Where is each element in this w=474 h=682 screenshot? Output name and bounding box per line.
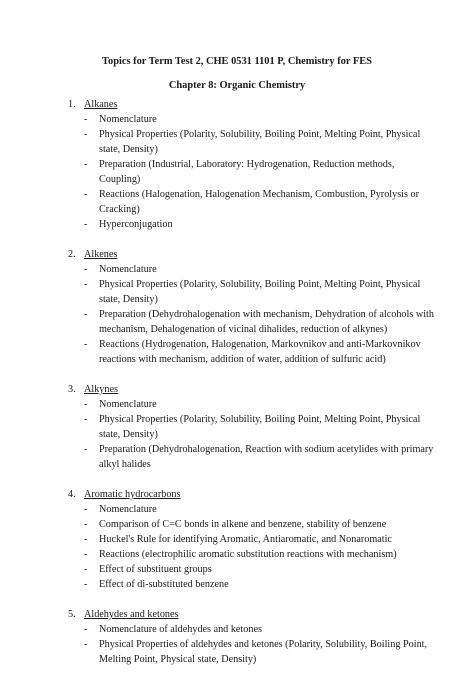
section-heading xyxy=(68,97,438,112)
topic-text: Nomenclature xyxy=(99,264,157,275)
topic-text: Huckel's Rule for identifying Aromatic, Antiaromatic, and Nonaromatic xyxy=(99,534,392,545)
list-item xyxy=(84,337,438,367)
topic-text: Preparation (Dehydrohalogenation with mechanism, Dehydration of alcohols with mechanism, Dehalogenation of vicinal dihalides, reduction of alkynes) xyxy=(99,309,434,335)
list-item xyxy=(84,187,438,217)
bullet-dash: - xyxy=(84,579,88,590)
bullet-dash: - xyxy=(84,189,88,200)
section-number: 2. xyxy=(68,249,76,260)
list-item xyxy=(84,442,438,472)
chapter-heading: Chapter 8: Organic Chemistry xyxy=(168,80,306,91)
section-title: Alkanes xyxy=(84,99,118,110)
section-title: Aromatic hydrocarbons xyxy=(84,489,181,500)
topic-section xyxy=(68,247,438,367)
list-item xyxy=(84,307,438,337)
list-item xyxy=(84,532,438,547)
topic-text: Reactions (Hydrogenation, Halogenation, Markovnikov and anti-Markovnikov reactions with mechanism, addition of water, addition of sulfuric acid) xyxy=(99,339,421,365)
topic-text: Physical Properties (Polarity, Solubility, Boiling Point, Melting Point, Physical state, Density) xyxy=(99,414,421,440)
bullet-dash: - xyxy=(84,264,88,275)
topic-text: Nomenclature xyxy=(99,399,157,410)
list-item xyxy=(84,622,438,637)
topic-list xyxy=(68,262,438,367)
list-item xyxy=(84,157,438,187)
topic-section xyxy=(68,607,438,667)
section-number: 4. xyxy=(68,489,76,500)
topic-section xyxy=(68,97,438,232)
section-number: 1. xyxy=(68,99,76,110)
bullet-dash: - xyxy=(84,534,88,545)
bullet-dash: - xyxy=(84,564,88,575)
list-item xyxy=(84,127,438,157)
topic-text: Physical Properties (Polarity, Solubility, Boiling Point, Melting Point, Physical state, Density) xyxy=(99,279,421,305)
section-number: 3. xyxy=(68,384,76,395)
bullet-dash: - xyxy=(84,114,88,125)
topic-text: Nomenclature xyxy=(99,114,157,125)
section-heading xyxy=(68,607,438,622)
bullet-dash: - xyxy=(84,159,88,170)
list-item xyxy=(84,112,438,127)
list-item xyxy=(84,217,438,232)
bullet-dash: - xyxy=(84,639,88,650)
section-heading xyxy=(68,247,438,262)
section-title: Alkenes xyxy=(84,249,118,260)
list-item xyxy=(84,577,438,592)
bullet-dash: - xyxy=(84,444,88,455)
section-heading xyxy=(68,487,438,502)
bullet-dash: - xyxy=(84,129,88,140)
section-number: 5. xyxy=(68,609,76,620)
bullet-dash: - xyxy=(84,624,88,635)
topic-text: Reactions (electrophilic aromatic substitution reactions with mechanism) xyxy=(99,549,397,560)
list-item xyxy=(84,262,438,277)
bullet-dash: - xyxy=(84,339,88,350)
bullet-dash: - xyxy=(84,219,88,230)
list-item xyxy=(84,547,438,562)
list-item xyxy=(84,397,438,412)
section-heading xyxy=(68,382,438,397)
list-item xyxy=(84,517,438,532)
topic-text: Comparison of C=C bonds in alkene and benzene, stability of benzene xyxy=(99,519,387,530)
topic-list xyxy=(68,502,438,592)
topic-text: Reactions (Halogenation, Halogenation Mechanism, Combustion, Pyrolysis or Cracking) xyxy=(99,189,420,215)
bullet-dash: - xyxy=(84,519,88,530)
topic-text: Effect of di-substituted benzene xyxy=(99,579,229,590)
topic-text: Nomenclature of aldehydes and ketones xyxy=(99,624,262,635)
list-item xyxy=(84,637,438,667)
bullet-dash: - xyxy=(84,414,88,425)
topic-text: Physical Properties of aldehydes and ketones (Polarity, Solubility, Boiling Point, Melting Point, Physical state, Density) xyxy=(99,639,428,665)
bullet-dash: - xyxy=(84,549,88,560)
list-item xyxy=(84,277,438,307)
list-item xyxy=(84,562,438,577)
document-title: Topics for Term Test 2, CHE 0531 1101 P, Chemistry for FES xyxy=(102,56,372,67)
bullet-dash: - xyxy=(84,279,88,290)
bullet-dash: - xyxy=(84,504,88,515)
topic-section xyxy=(68,382,438,472)
topic-text: Hyperconjugation xyxy=(99,219,173,230)
topic-list xyxy=(68,397,438,472)
topic-text: Physical Properties (Polarity, Solubility, Boiling Point, Melting Point, Physical state, Density) xyxy=(99,129,421,155)
bullet-dash: - xyxy=(84,399,88,410)
topic-text: Preparation (Industrial, Laboratory: Hydrogenation, Reduction methods, Coupling) xyxy=(99,159,395,185)
topic-section xyxy=(68,487,438,592)
topic-list xyxy=(68,112,438,232)
topic-text: Preparation (Dehydrohalogenation, Reaction with sodium acetylides with primary alkyl halides xyxy=(99,444,434,470)
list-item xyxy=(84,412,438,442)
section-title: Aldehydes and ketones xyxy=(84,609,179,620)
topic-text: Nomenclature xyxy=(99,504,157,515)
topic-list xyxy=(68,622,438,667)
topic-text: Effect of substituent groups xyxy=(99,564,212,575)
bullet-dash: - xyxy=(84,309,88,320)
topic-sections xyxy=(68,97,438,682)
list-item xyxy=(84,502,438,517)
section-title: Alkynes xyxy=(84,384,118,395)
